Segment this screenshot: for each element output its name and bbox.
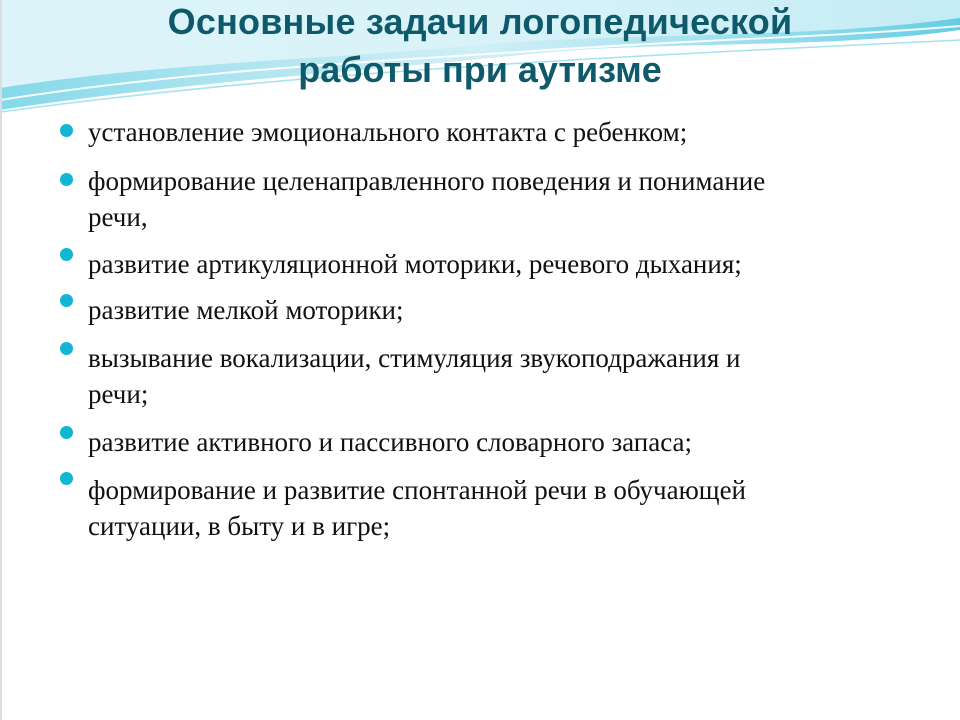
list-item-line: формирование целенаправленного поведения и понимание (88, 166, 766, 196)
list-item-line: речи, (88, 202, 148, 232)
slide-title-line-2: работы при аутизме (298, 49, 662, 90)
list-item-text (88, 163, 918, 235)
list-item-text (88, 424, 918, 460)
list-item-text (88, 292, 918, 328)
list-item-line: формирование и развитие спонтанной речи в обучающей (88, 475, 747, 505)
bullet-icon (60, 472, 73, 485)
bullet-icon (60, 124, 73, 137)
list-item-text (88, 246, 918, 282)
slide-title-line-1: Основные задачи логопедической (167, 1, 793, 42)
bullet-icon (60, 294, 73, 307)
list-item-text (88, 472, 918, 544)
bullet-icon (60, 173, 73, 186)
list-item-line: развитие активного и пассивного словарного запаса; (88, 427, 693, 457)
bullet-icon (60, 426, 73, 439)
list-item-line: ситуации, в быту и в игре; (88, 511, 391, 541)
list-item-line: речи; (88, 379, 149, 409)
list-item-line: развитие мелкой моторики; (88, 295, 404, 325)
list-item-line: развитие артикуляционной моторики, речевого дыхания; (88, 249, 742, 279)
list-item-text (88, 114, 918, 150)
list-item-line: установление эмоционального контакта с ребенком; (88, 117, 688, 147)
bullet-icon (60, 248, 73, 261)
list-item-line: вызывание вокализации, стимуляция звукоподражания и (88, 343, 741, 373)
bullet-icon (60, 342, 73, 355)
list-item-text (88, 340, 918, 412)
